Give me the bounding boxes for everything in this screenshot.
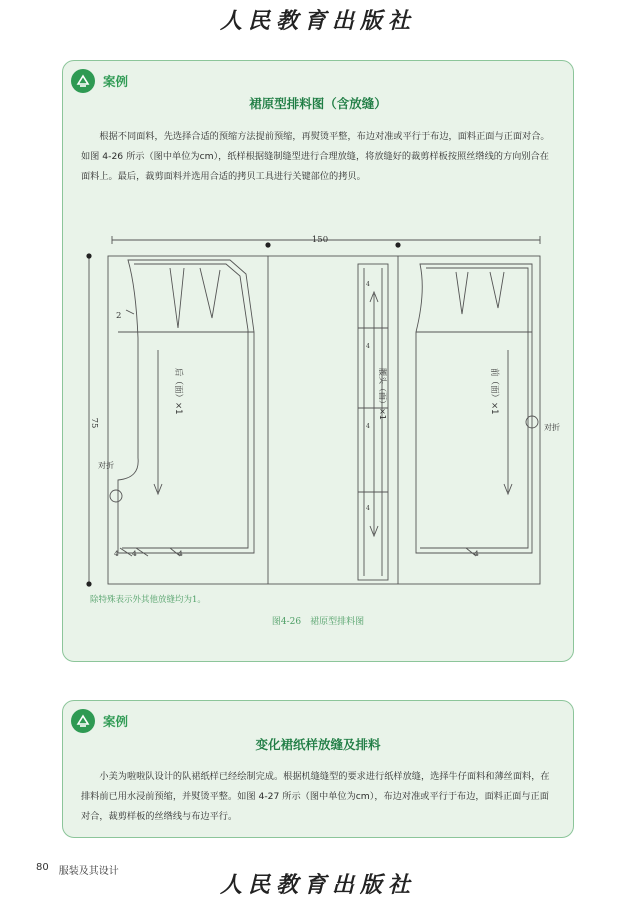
publisher-logo-top: 人民教育出版社	[219, 8, 416, 34]
case-paragraph: 根据不同面料，先选择合适的预缩方法提前预缩，再熨烫平整，布边对准或平行于布边，面料正面与正面对合。如图 4-26 所示（图中单位为cm），纸样根据缝制缝型进行合理放缝，将放缝好的裁剪样板按照丝绺线的方向别合在面料上。最后，裁剪面料并选用合适的拷贝工具进行关键部位的拷贝。	[81, 131, 550, 182]
fold-label-left: 对折	[98, 461, 114, 470]
case-title: 变化裙纸样放缝及排料	[255, 737, 381, 752]
case-icon	[71, 69, 95, 93]
waistband-label: 腰头（面）×1	[378, 368, 387, 420]
band-dim-b: 4	[366, 343, 370, 350]
case-label: 案例	[103, 74, 129, 89]
dim-label-4a: 4	[114, 549, 119, 558]
fabric-outline	[108, 256, 540, 584]
figure-caption: 图4-26 裙原型排料图	[271, 617, 365, 627]
case-title: 裙原型排料图（含放缝）	[249, 96, 387, 111]
band-dim-a: 4	[366, 281, 370, 288]
case-header	[71, 69, 128, 93]
band-dim-d: 4	[366, 505, 370, 512]
figure-note: 除特殊表示外其他放缝均为1。	[90, 595, 206, 605]
fold-label-right: 对折	[544, 423, 560, 432]
dim-label-2: 2	[116, 311, 122, 321]
width-dot-left	[265, 242, 270, 247]
publisher-logo-bottom: 人民教育出版社	[219, 872, 416, 898]
dim-label-4b: 4	[132, 549, 137, 558]
case-paragraph: 小美为啦啦队设计的队裙纸样已经绘制完成。根据机缝缝型的要求进行纸样放缝，选择牛仔面料和薄丝面料，在排料前已用水浸前预缩，并熨烫平整。如图 4-27 所示（图中单位为cm），布边对准或平行于布边，面料正面与正面对合，裁剪样板的丝绺线与布边平行。	[81, 771, 550, 822]
page-number: 80	[36, 862, 49, 873]
waistband-piece	[358, 264, 388, 580]
pattern-layout-diagram	[80, 228, 560, 590]
case-icon	[71, 709, 95, 733]
width-label: 150	[311, 235, 329, 245]
front-skirt-piece	[416, 264, 538, 553]
band-dim-c: 4	[366, 423, 370, 430]
case-header	[71, 709, 128, 733]
length-dot-bottom	[86, 581, 91, 586]
case-label: 案例	[103, 714, 129, 729]
front-piece-label: 前（面）×1	[489, 368, 499, 415]
dim-label-4d: 4	[474, 549, 479, 558]
back-piece-label: 后（面）×1	[173, 368, 183, 415]
book-title: 服装及其设计	[58, 866, 119, 877]
length-label: 75	[89, 417, 99, 429]
case-box-variant-skirt	[62, 700, 574, 838]
width-dot-right	[395, 242, 400, 247]
length-dot-top	[86, 253, 91, 258]
dim-label-4c: 4	[178, 549, 183, 558]
